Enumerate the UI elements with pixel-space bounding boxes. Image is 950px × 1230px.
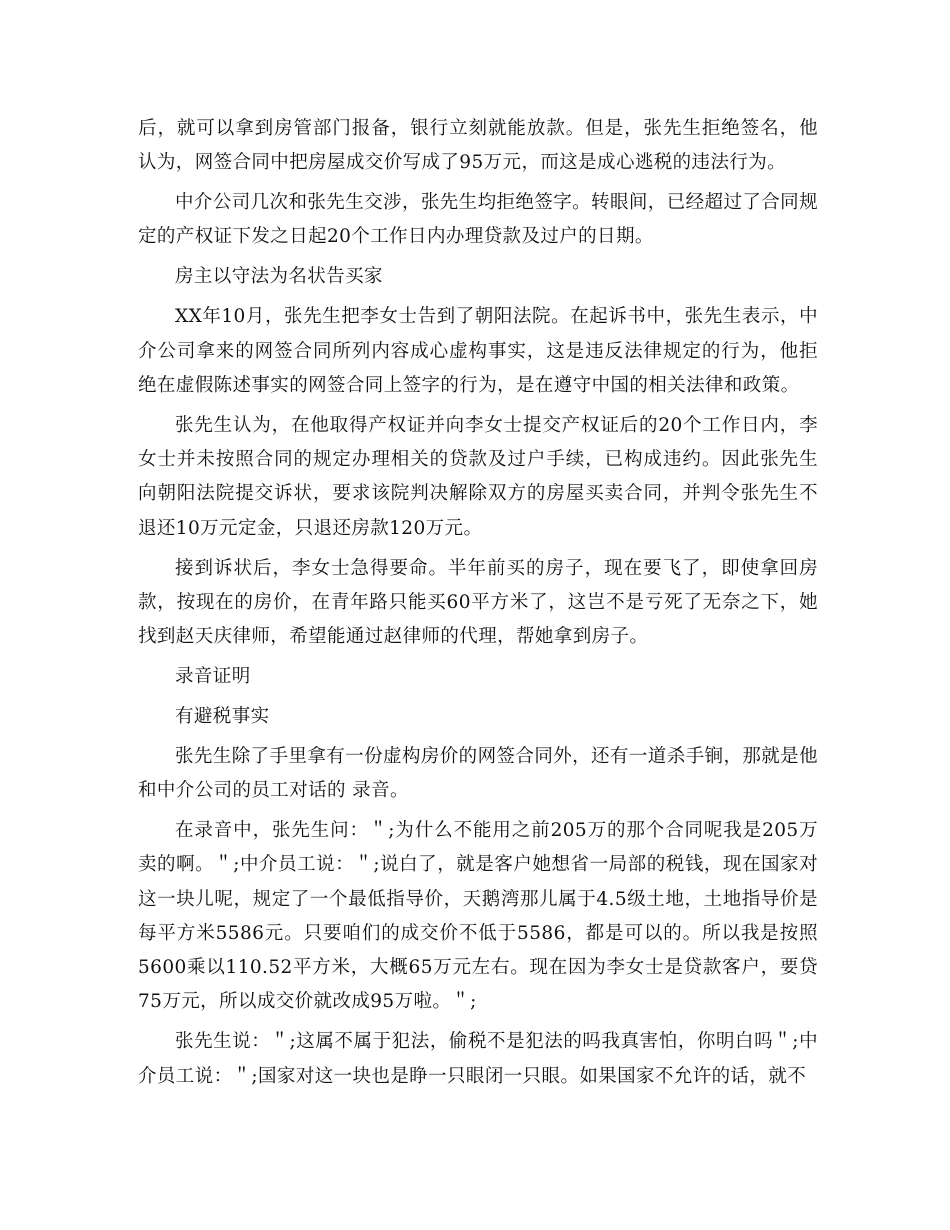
paragraph: 张先生说：＂;这属不属于犯法，偷税不是犯法的吗我真害怕，你明白吗＂;中介员工说：＂;国家对这一块也是睁一只眼闭一只眼。如果国家不允许的话，就不 [138, 1031, 818, 1087]
document-body [138, 112, 818, 1100]
paragraph: 张先生除了手里拿有一份虚构房价的网签合同外，还有一道杀手锏，那就是他和中介公司的员工对话的 录音。 [138, 745, 818, 802]
paragraph: XX年10月，张先生把李女士告到了朝阳法院。在起诉书中，张先生表示，中介公司拿来的网签合同所列内容成心虚构事实，这是违反法律规定的行为，他拒绝在虚假陈述事实的网签合同上签字的行为，是在遵守中国的相关法律和政策。 [138, 306, 818, 396]
paragraph-continuation: 后，就可以拿到房管部门报备，银行立刻就能放款。但是，张先生拒绝签名，他认为，网签合同中把房屋成交价写成了95万元，而这是成心逃税的违法行为。 [138, 118, 818, 174]
paragraph: 接到诉状后，李女士急得要命。半年前买的房子，现在要飞了，即使拿回房款，按现在的房价，在青年路只能买60平方米了，这岂不是亏死了无奈之下，她找到赵天庆律师，希望能通过赵律师的代理，帮她拿到房子。 [138, 557, 818, 648]
section-heading: 录音证明 [175, 666, 251, 688]
paragraph: 张先生认为，在他取得产权证并向李女士提交产权证后的20个工作日内，李女士并未按照合同的规定办理相关的贷款及过户手续，已构成违约。因此张先生向朝阳法院提交诉状，要求该院判决解除双方的房屋买卖合同，并判令张先生不退还10万元定金，只退还房款120万元。 [138, 414, 818, 539]
section-heading: 房主以守法为名状告买家 [175, 266, 383, 288]
paragraph: 在录音中，张先生问：＂;为什么不能用之前205万的那个合同呢我是205万卖的啊。＂;中介员工说：＂;说白了，就是客户她想省一局部的税钱，现在国家对这一块儿呢，规定了一个最低指导价，天鹅湾那儿属于4.5级土地，土地指导价是每平方米5586元。只要咱们的成交价不低于5586，都是可以的。所以我是按照5600乘以110.52平方米，大概65万元左右。现在因为李女士是贷款客户，要贷75万元，所以成交价就改成95万啦。＂; [138, 819, 818, 1013]
section-heading: 有避税事实 [175, 705, 270, 727]
paragraph: 中介公司几次和张先生交涉，张先生均拒绝签字。转眼间，已经超过了合同规定的产权证下发之日起20个工作日内办理贷款及过户的日期。 [138, 192, 818, 248]
